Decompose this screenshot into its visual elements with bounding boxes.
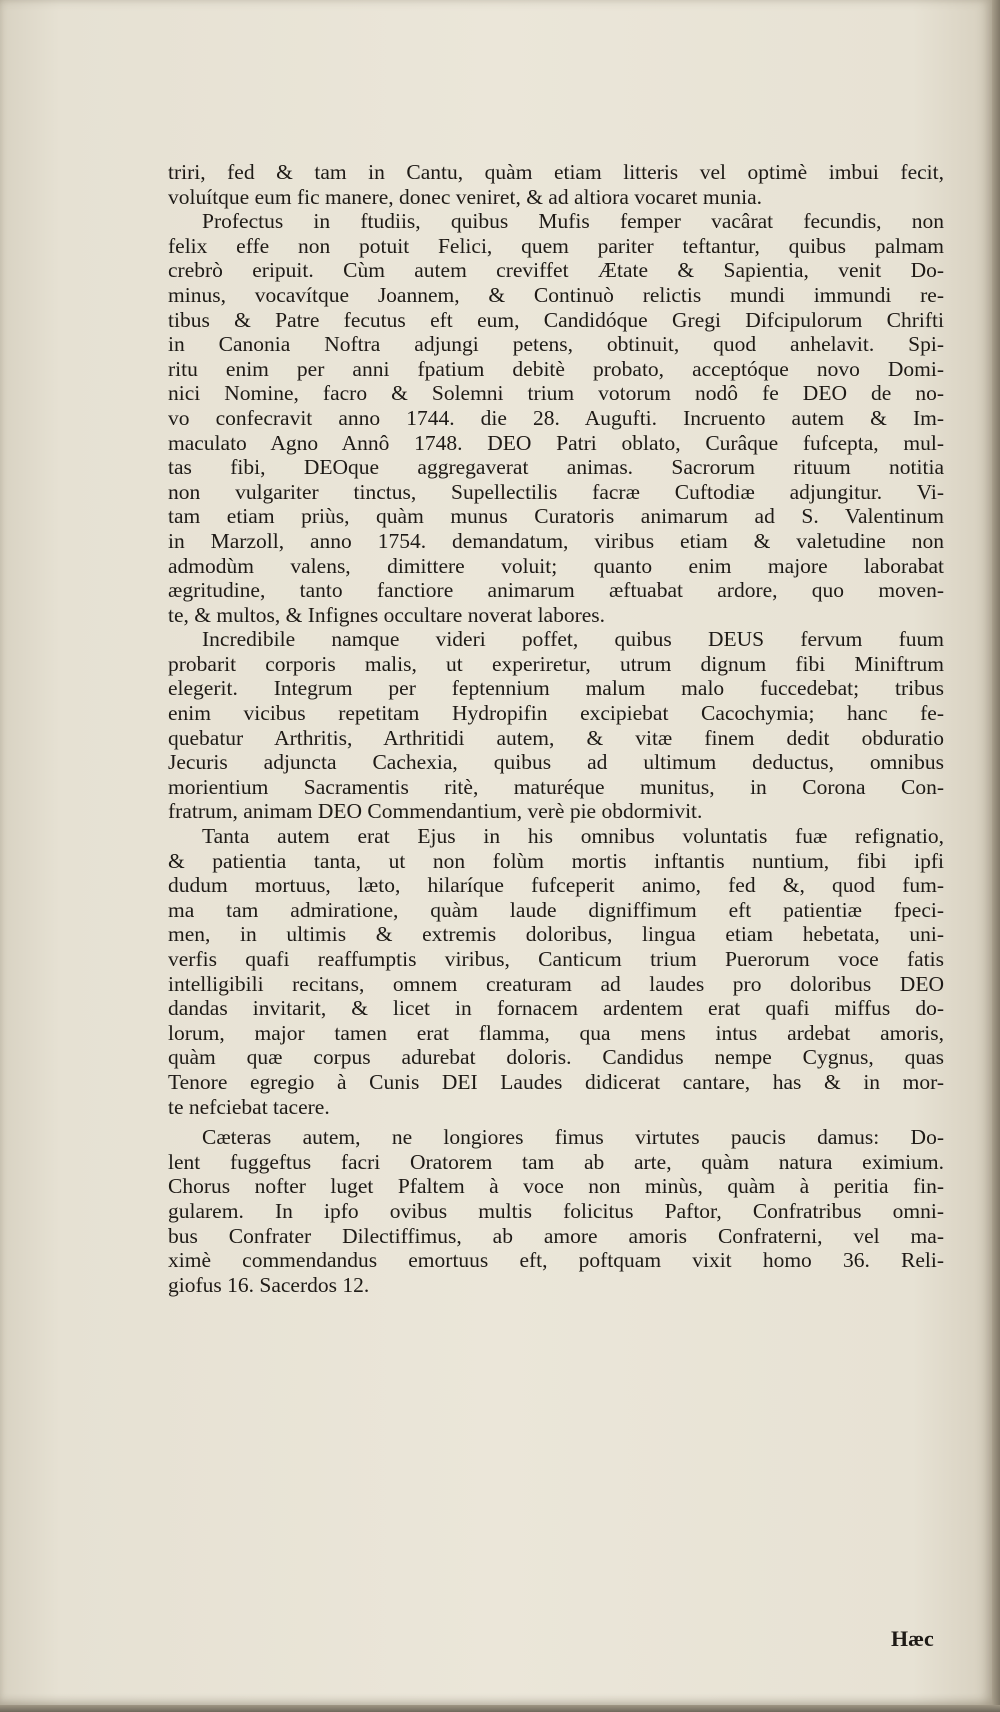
text-line: felix effe non potuit Felici, quem pariter teftantur, quibus palmam: [168, 233, 944, 258]
text-line: te nefciebat tacere.: [168, 1094, 330, 1119]
text-line: tibus & Patre fecutus eft eum, Candidóque Gregi Difcipulorum Chrifti: [168, 307, 944, 332]
text-line: ritu enim per anni fpatium debitè probato, acceptóque novo Domi-: [168, 356, 944, 381]
paragraph: [168, 1125, 944, 1297]
text-line: Profectus in ftudiis, quibus Mufis femper vacârat fecundis, non: [202, 209, 944, 234]
text-line: triri, fed & tam in Cantu, quàm etiam litteris vel optimè imbui fecit,: [168, 160, 944, 184]
text-line: fratrum, animam DEO Commendantium, verè pie obdormivit.: [168, 799, 703, 824]
text-line: morientium Sacramentis ritè, maturéque munitus, in Corona Con-: [168, 774, 944, 799]
text-line: ma tam admiratione, quàm laude digniffimum eft patientiæ fpeci-: [168, 897, 944, 922]
body-text: [168, 160, 944, 1297]
text-line: ægritudine, tanto fanctiore animarum æftuabat ardore, quo moven-: [168, 578, 944, 603]
text-line: dudum mortuus, læto, hilaríque fufceperit animo, fed &, quod fum-: [168, 873, 944, 898]
text-line: non vulgariter tinctus, Supellectilis facræ Cuftodiæ adjungitur. Vi-: [168, 479, 944, 504]
page-edge-right: [992, 0, 1000, 1712]
text-line: lent fuggeftus facri Oratorem tam ab arte, quàm natura eximium.: [168, 1149, 944, 1174]
text-line: vo confecravit anno 1744. die 28. Augufti. Incruento autem & Im-: [168, 405, 944, 430]
paragraph: [168, 209, 944, 627]
text-line: ximè commendandus emortuus eft, poftquam vixit homo 36. Reli-: [168, 1248, 944, 1273]
text-line: verfis quafi reaffumptis viribus, Canticum trium Puerorum voce fatis: [168, 947, 944, 971]
text-line: Tenore egregio à Cunis DEI Laudes didicerat cantare, has & in mor-: [168, 1069, 944, 1094]
text-line: intelligibili recitans, omnem creaturam ad laudes pro doloribus DEO: [168, 971, 944, 996]
text-line: bus Confrater Dilectiffimus, ab amore amoris Confraterni, vel ma-: [168, 1223, 944, 1248]
text-line: crebrò eripuit. Cùm autem creviffet Ætate & Sapientia, venit Do-: [168, 258, 944, 283]
text-line: enim vicibus repetitam Hydropifin excipiebat Cacochymia; hanc fe-: [168, 701, 944, 726]
text-line: probarit corporis malis, ut experiretur, utrum dignum fibi Miniftrum: [168, 651, 944, 676]
text-line: elegerit. Integrum per feptennium malum malo fuccedebat; tribus: [168, 676, 944, 701]
text-line: te, & multos, & Infignes occultare noverat labores.: [168, 602, 606, 627]
text-line: Cæteras autem, ne longiores fimus virtutes paucis damus: Do-: [202, 1125, 944, 1150]
text-line: Jecuris adjuncta Cachexia, quibus ad ultimum deductus, omnibus: [168, 750, 944, 775]
text-line: Incredibile namque videri poffet, quibus DEUS fervum fuum: [202, 627, 944, 652]
text-line: minus, vocavítque Joannem, & Continuò relictis mundi immundi re-: [168, 282, 944, 307]
text-line: dandas invitarit, & licet in fornacem ardentem erat quafi miffus do-: [168, 996, 944, 1021]
text-line: quebatur Arthritis, Arthritidi autem, & vitæ finem dedit obduratio: [168, 725, 944, 750]
paragraph: [168, 824, 944, 1119]
text-line: maculato Agno Annô 1748. DEO Patri oblato, Curâque fufcepta, mul-: [168, 430, 944, 455]
text-line: admodùm valens, dimittere voluit; quanto enim majore laborabat: [168, 553, 944, 578]
text-line: men, in ultimis & extremis doloribus, lingua etiam hebetata, uni-: [168, 922, 944, 947]
text-line: quàm quæ corpus adurebat doloris. Candidus nempe Cygnus, quas: [168, 1045, 944, 1070]
paragraph: [168, 627, 944, 824]
text-line: tam etiam priùs, quàm munus Curatoris animarum ad S. Valentinum: [168, 504, 944, 529]
text-line: Tanta autem erat Ejus in his omnibus voluntatis fuæ refignatio,: [202, 824, 944, 849]
text-line: tas fibi, DEOque aggregaverat animas. Sacrorum rituum notitia: [168, 455, 944, 480]
text-line: lorum, major tamen erat flamma, qua mens intus ardebat amoris,: [168, 1020, 944, 1045]
text-line: Chorus nofter luget Pfaltem à voce non minùs, quàm à peritia fin-: [168, 1174, 944, 1199]
text-line: nici Nomine, facro & Solemni trium votorum nodô fe DEO de no-: [168, 381, 944, 406]
text-line: & patientia tanta, ut non folùm mortis inftantis nuntium, fibi ipfi: [168, 848, 944, 873]
text-line: in Marzoll, anno 1754. demandatum, viribus etiam & valetudine non: [168, 528, 944, 553]
catchword: Hæc: [891, 1626, 934, 1651]
paragraph: [168, 160, 944, 209]
text-line: giofus 16. Sacerdos 12.: [168, 1272, 370, 1297]
text-line: voluítque eum fic manere, donec veniret, & ad altiora vocaret munia.: [168, 184, 763, 209]
text-line: in Canonia Noftra adjungi petens, obtinuit, quod anhelavit. Spi-: [168, 332, 944, 357]
text-line: gularem. In ipfo ovibus multis folicitus Paftor, Confratribus omni-: [168, 1198, 944, 1223]
page-edge-bottom: [0, 1705, 1000, 1712]
